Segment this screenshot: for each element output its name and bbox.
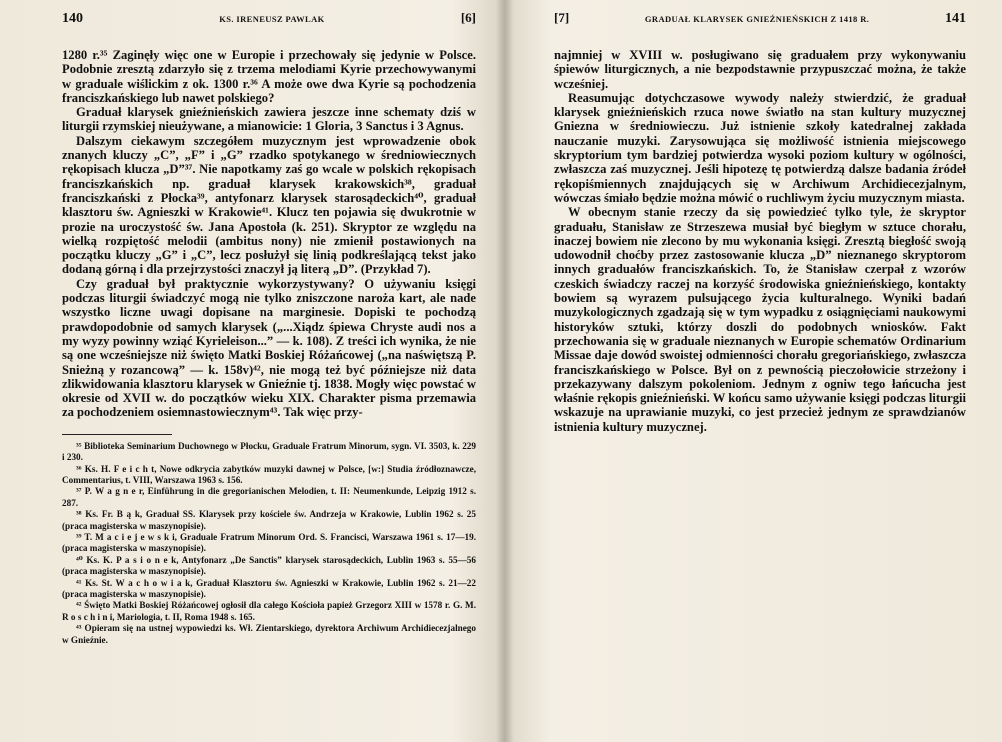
left-footnotes xyxy=(62,441,476,646)
footnote-38: ³⁸ Ks. Fr. B ą k, Graduał SS. Klarysek przy kościele św. Andrzeja w Krakowie, Lublin 1962 s. 25 (praca magisterska w maszynopisie). xyxy=(62,509,476,531)
left-paragraph-1: 1280 r.³⁵ Zaginęły więc one w Europie i przechowały się jedynie w Polsce. Podobnie zresztą zdarzyło się z trzema melodiami Kyrie przechowywanymi w graduale wiślickim z ok. 1300 r.³⁶ A może owe dwa Kyrie są pochodzenia franciszkańskiego lub nawet polskiego? xyxy=(62,48,476,105)
left-manuscript-page: [6] xyxy=(460,10,476,25)
left-body-text xyxy=(62,48,476,420)
left-paragraph-4: Czy graduał był praktycznie wykorzystywany? O używaniu księgi podczas liturgii świadczyć mogą nie tylko zniszczone naroża kart, ale nade wszystko liczne uwagi dopisane na marginesie. Dopiski te pochodzą prawdopodobnie od samych klarysek („...Xiądz śpiewa Chryste audi nos a my wyzy powinny wziąć Kyrieleison...” — k. 108). Z treści ich wynika, że nie są one wcześniejsze niż święto Matki Boskiej Różańcowej („na naświętszą P. Snieżną y rozancową” — k. 158v)⁴², nie mogą też być późniejsze niż data zlikwidowania klasztoru klarysek w Gnieźnie tj. 1838. Mogły więc powstać w okresie od XVII w. do początków wieku XIX. Charakter pisma przemawia za pochodzeniem osiemnastowiecznym⁴³. Tak więc przy- xyxy=(62,276,476,420)
right-running-head xyxy=(554,10,966,40)
right-paragraph-3: W obecnym stanie rzeczy da się powiedzieć tylko tyle, że skryptor graduału, Stanisław ze Strzeszewa musiał być biegłym w sztuce chorału, inaczej bowiem nie zlecono by mu wykonania księgi. Zresztą biegłość swoją udowodnił choćby przez zastosowanie klucza „D” nieznanego skryptorom innych graduałów franciszkańskich. To, że Stanisław czerpał z wzorów czeskich świadczy raczej na korzyść środowiska gnieźnieńskiego, kontakty bowiem są wyrazem pulsującego życia kulturalnego. Wyniki badań muzykologicznych zgadzają się w tym wypadku z osiągnięciami naukowymi historyków sztuki, którzy doszli do podobnych wniosków. Fakt przechowania się w graduale nieznanych w Europie schematów Ordinarium Missae daje dowód swoistej odmienności chorału gregoriańskiego, zwłaszcza franciszkańskiego w Polsce. Był on z pewnością pieczołowicie strzeżony i przekazywany dalszym pokoleniom. Jednym z ogniw tego łańcucha jest właśnie rękopis gnieźnieński. W końcu samo używanie księgi podczas liturgii wskazuje na uprawianie muzyki, co jest przecież jednym ze sprawdzianów istnienia kultury muzycznej. xyxy=(554,205,966,434)
left-paragraph-2: Graduał klarysek gnieźnieńskich zawiera jeszcze inne schematy dziś w liturgii rzymskiej nieużywane, a mianowicie: 1 Gloria, 3 Sanctus i 3 Agnus. xyxy=(62,105,476,134)
footnote-39: ³⁹ T. M a c i e j e w s k i, Graduale Fratrum Minorum Ord. S. Francisci, Warszawa 1961 s. 17—19. (praca magisterska w maszynopisie). xyxy=(62,531,476,554)
footnote-43: ⁴³ Opieram się na ustnej wypowiedzi ks. Wł. Zientarskiego, dyrektora Archiwum Archidiecezjalnego w Gnieźnie. xyxy=(62,623,476,645)
footnote-36: ³⁶ Ks. H. F e i c h t, Nowe odkrycia zabytków muzyki dawnej w Polsce, [w:] Studia źródłoznawcze, Commentarius, t. VIII, Warszawa 1963 s. 156. xyxy=(62,463,476,485)
right-paragraph-2: Reasumując dotychczasowe wywody należy stwierdzić, że graduał klarysek gnieźnieńskich rzuca nowe światło na stan kultury muzycznej Gniezna w średniowieczu. Już istnienie szkoły katedralnej zakłada nauczanie muzyki. Zarysowująca się możliwość istnienia miejscowego skryptorium tym bardziej potwierdza wysoki poziom kultury w ogólności, zwłaszcza zaś muzycznej. Jeśli hipotezę tę potwierdzą dalsze badania źródeł rękopiśmiennych znajdujących się w Archiwum Archidiecezjalnym, wówczas śmiało będzie można mówić o ruchliwym życiu muzycznym miasta. xyxy=(554,90,966,205)
left-paragraph-3: Dalszym ciekawym szczegółem muzycznym jest wprowadzenie obok znanych kluczy „C”, „F” i „G” rzadko spotykanego w średniowiecznych rękopisach klucza „D”³⁷. Nie napotkamy zaś go wcale w polskich rękopisach franciszkańskich np. graduał klarysek krakowskich³⁸, graduał franciszkański z Płocka³⁹, antyfonarz klarysek starosądeckich⁴⁰, graduał klasztoru św. Agnieszki w Krakowie⁴¹. Klucz ten pojawia się dwukrotnie w prozie na uroczystość św. Jana Apostoła (k. 251). Skryptor ze względu na wielką rozpiętość melodii (ambitus nony) nie zmienił postawionych na początku kluczy „G” i „C”, lecz posłużył się linią podkreślającą tekst jako dodaną górną i dla przejrzystości znaczył ją literą „D”. (Przykład 7). xyxy=(62,133,476,277)
right-page-number: 141 xyxy=(945,11,966,26)
footnote-40: ⁴⁰ Ks. K. P a s i o n e k, Antyfonarz „De Sanctis” klarysek starosądeckich, Lublin 1963 s. 55—56 (praca magisterska w maszynopisie). xyxy=(62,554,476,577)
footnote-rule xyxy=(62,434,172,435)
left-running-title: KS. IRENEUSZ PAWLAK xyxy=(219,14,325,24)
left-running-head xyxy=(62,10,476,40)
left-page xyxy=(0,0,500,742)
footnote-41: ⁴¹ Ks. St. W a c h o w i a k, Graduał Klasztoru św. Agnieszki w Krakowie, Lublin 1962 s. 21—22 (praca magisterska w maszynopisie). xyxy=(62,577,476,599)
right-running-title: GRADUAŁ KLARYSEK GNIEŹNIEŃSKICH Z 1418 R. xyxy=(644,14,870,24)
footnote-37: ³⁷ P. W a g n e r, Einführung in die gregorianischen Melodien, t. II: Neumenkunde, Leipzig 1912 s. 287. xyxy=(62,486,476,508)
right-paragraph-1: najmniej w XVIII w. posługiwano się graduałem przy wykonywaniu śpiewów liturgicznych, a nie bezpodstawnie przypuszczać można, że także wcześniej. xyxy=(554,48,966,91)
right-body-text xyxy=(554,48,966,434)
footnote-42: ⁴² Święto Matki Boskiej Różańcowej ogłosił dla całego Kościoła papież Grzegorz XIII w 1578 r. G. M. R o s c h i n i, Mariologia, t. II, Roma 1948 s. 165. xyxy=(62,600,476,622)
right-manuscript-page: [7] xyxy=(554,10,570,25)
footnote-35: ³⁵ Biblioteka Seminarium Duchownego w Płocku, Graduale Fratrum Minorum, sygn. VI. 3503, k. 229 i 230. xyxy=(62,440,476,463)
left-page-number: 140 xyxy=(62,11,83,26)
right-page xyxy=(510,0,1002,742)
